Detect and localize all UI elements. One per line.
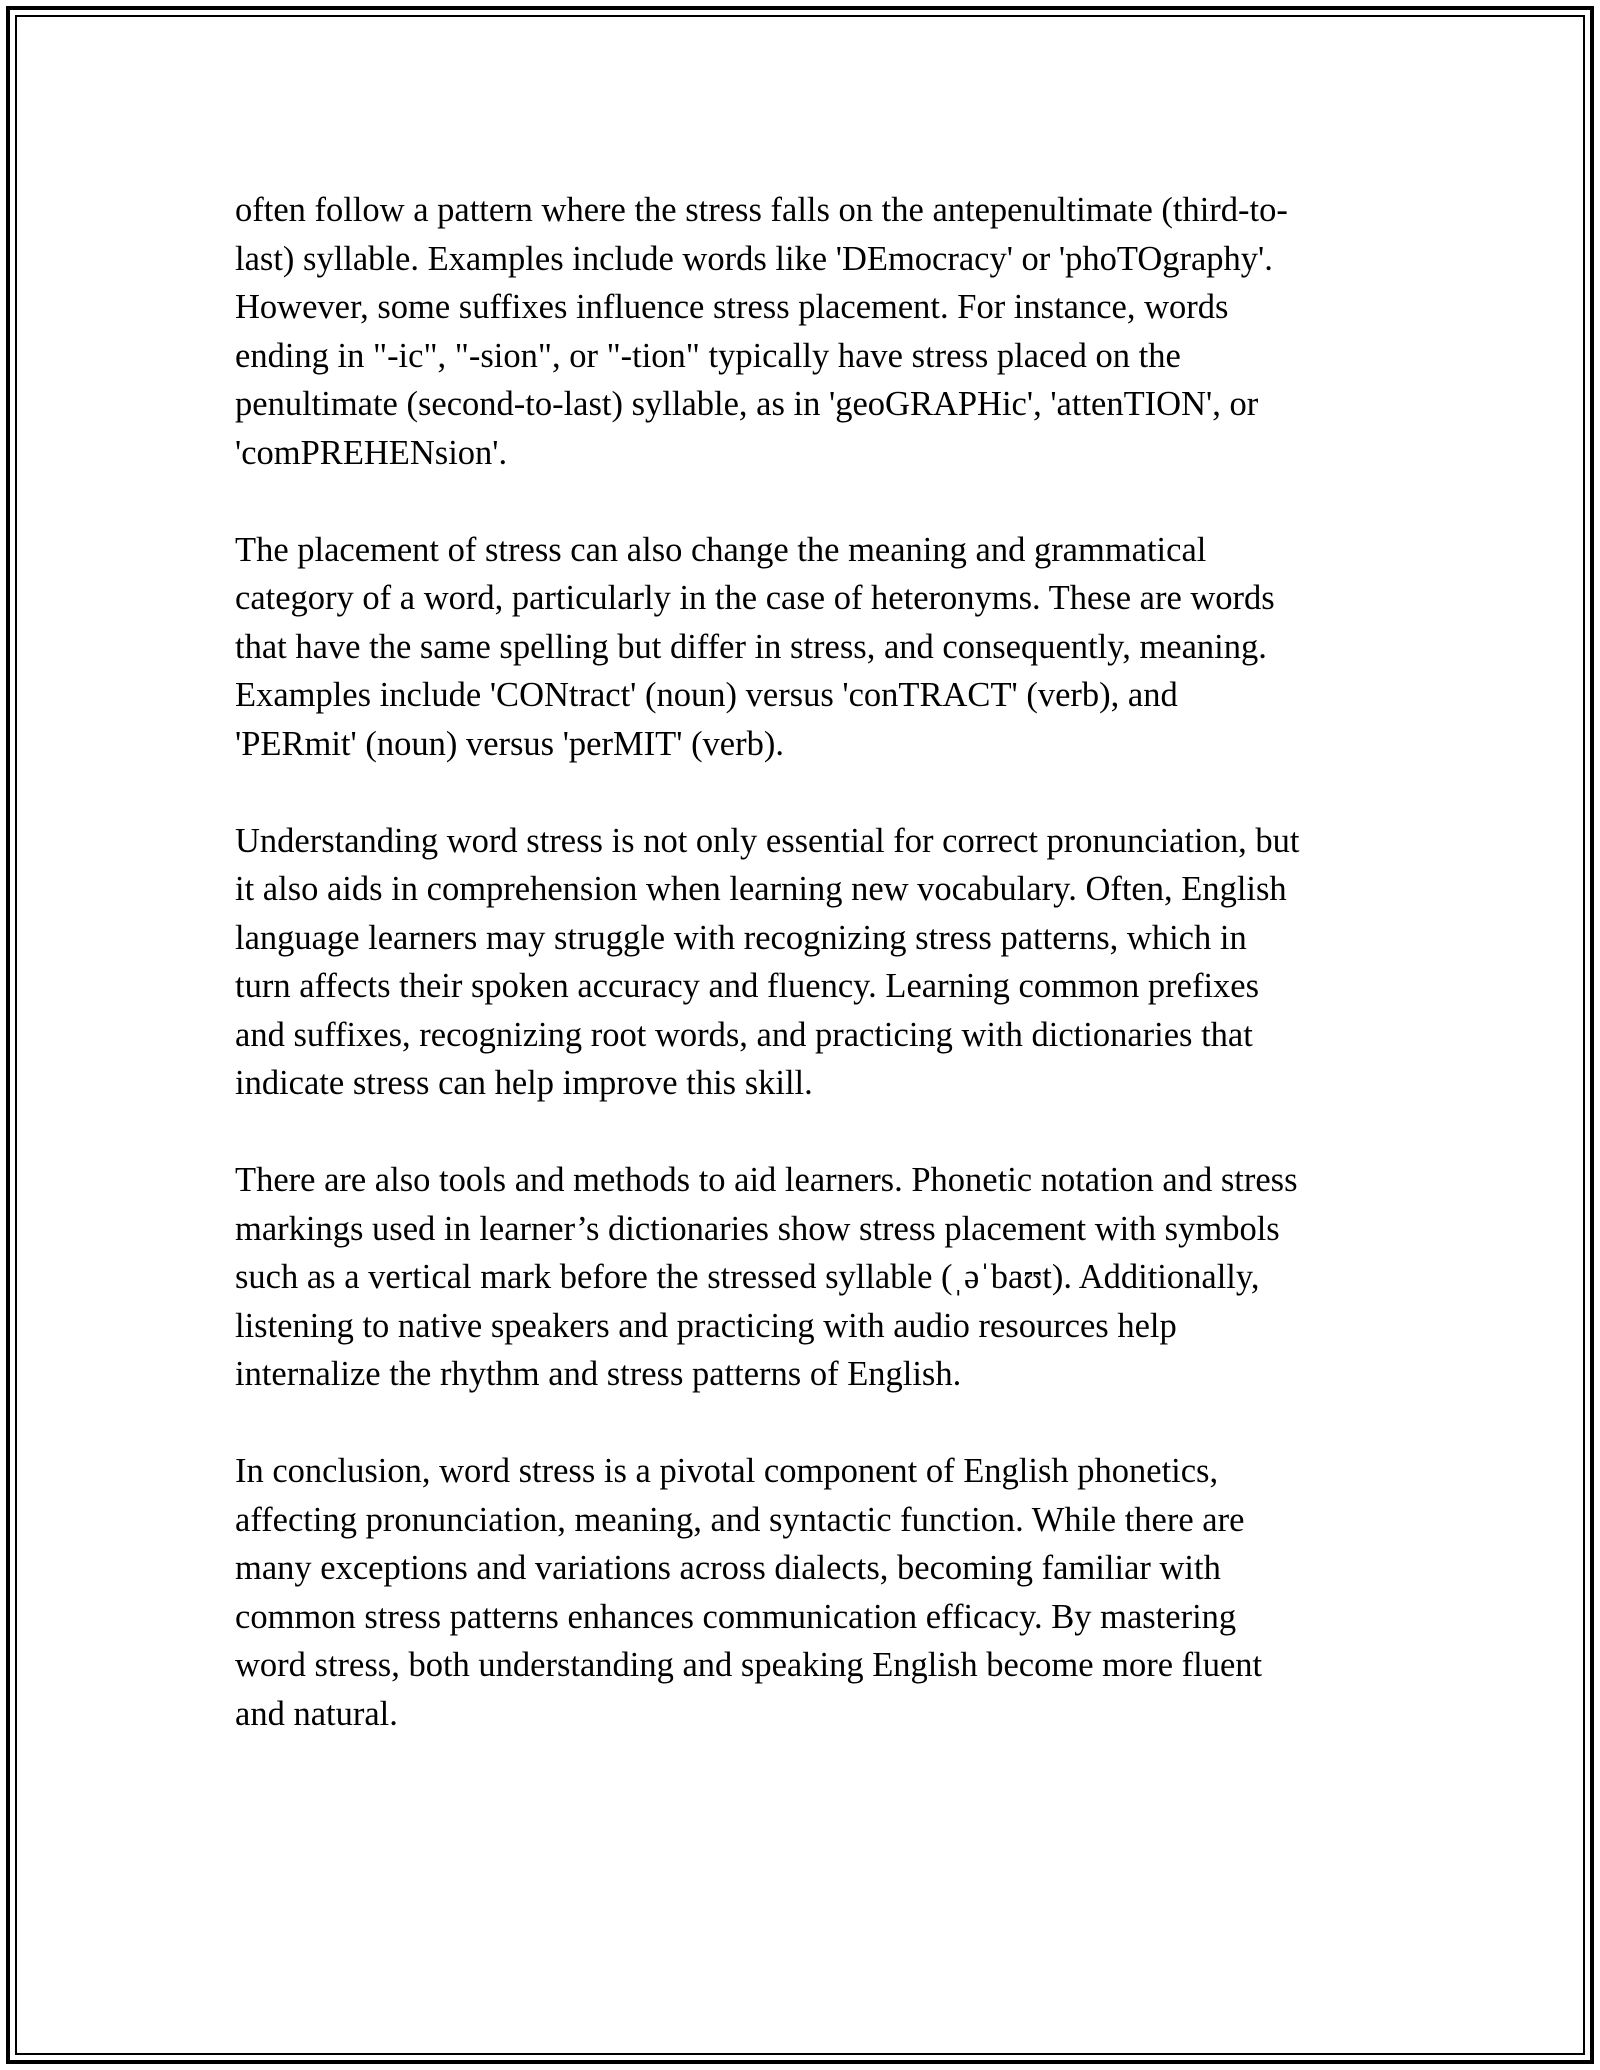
document-body xyxy=(235,186,1385,1738)
text-line: that have the same spelling but differ in stress, and consequently, meaning. xyxy=(235,627,1267,666)
text-line: ending in "-ic", "-sion", or "-tion" typically have stress placed on the xyxy=(235,336,1181,375)
text-line: Understanding word stress is not only essential for correct pronunciation, but xyxy=(235,821,1300,860)
text-line: word stress, both understanding and speaking English become more fluent xyxy=(235,1646,1263,1684)
text-line: last) syllable. Examples include words like 'DEmocracy' or 'phoTOgraphy'. xyxy=(235,239,1273,278)
text-line: language learners may struggle with recognizing stress patterns, which in xyxy=(235,918,1247,957)
text-line: penultimate (second-to-last) syllable, as in 'geoGRAPHic', 'attenTION', or xyxy=(235,385,1259,423)
text-line: common stress patterns enhances communication efficacy. By mastering xyxy=(235,1597,1237,1636)
text-line: indicate stress can help improve this skill. xyxy=(235,1064,813,1102)
text-line: and natural. xyxy=(235,1694,398,1733)
text-line: it also aids in comprehension when learning new vocabulary. Often, English xyxy=(235,870,1287,908)
text-line: Examples include 'CONtract' (noun) versus 'conTRACT' (verb), and xyxy=(235,676,1178,714)
text-line: listening to native speakers and practicing with audio resources help xyxy=(235,1306,1177,1345)
paragraph-understanding xyxy=(235,817,1385,1108)
text-line: category of a word, particularly in the case of heteronyms. These are words xyxy=(235,579,1275,617)
text-line: The placement of stress can also change the meaning and grammatical xyxy=(235,530,1207,569)
text-line: 'PERmit' (noun) versus 'perMIT' (verb). xyxy=(235,724,784,763)
text-line: internalize the rhythm and stress patterns of English. xyxy=(235,1355,962,1393)
text-line: In conclusion, word stress is a pivotal component of English phonetics, xyxy=(235,1452,1219,1490)
paragraph-tools-methods xyxy=(235,1156,1385,1399)
text-line: and suffixes, recognizing root words, and practicing with dictionaries that xyxy=(235,1015,1253,1054)
text-line: affecting pronunciation, meaning, and syntactic function. While there are xyxy=(235,1500,1245,1539)
text-line: However, some suffixes influence stress placement. For instance, words xyxy=(235,288,1229,326)
text-line: turn affects their spoken accuracy and fluency. Learning common prefixes xyxy=(235,967,1260,1005)
paragraph-conclusion xyxy=(235,1447,1385,1738)
text-line: 'comPREHENsion'. xyxy=(235,433,508,472)
text-line: often follow a pattern where the stress falls on the antepenultimate (third-to- xyxy=(235,191,1288,229)
paragraph-stress-patterns xyxy=(235,186,1385,477)
text-line: such as a vertical mark before the stressed syllable (ˌəˈbaʊt). Additionally, xyxy=(235,1258,1260,1296)
text-line: many exceptions and variations across dialects, becoming familiar with xyxy=(235,1549,1221,1587)
text-line: markings used in learner’s dictionaries show stress placement with symbols xyxy=(235,1209,1280,1248)
paragraph-heteronyms xyxy=(235,526,1385,769)
text-line: There are also tools and methods to aid learners. Phonetic notation and stress xyxy=(235,1161,1298,1199)
